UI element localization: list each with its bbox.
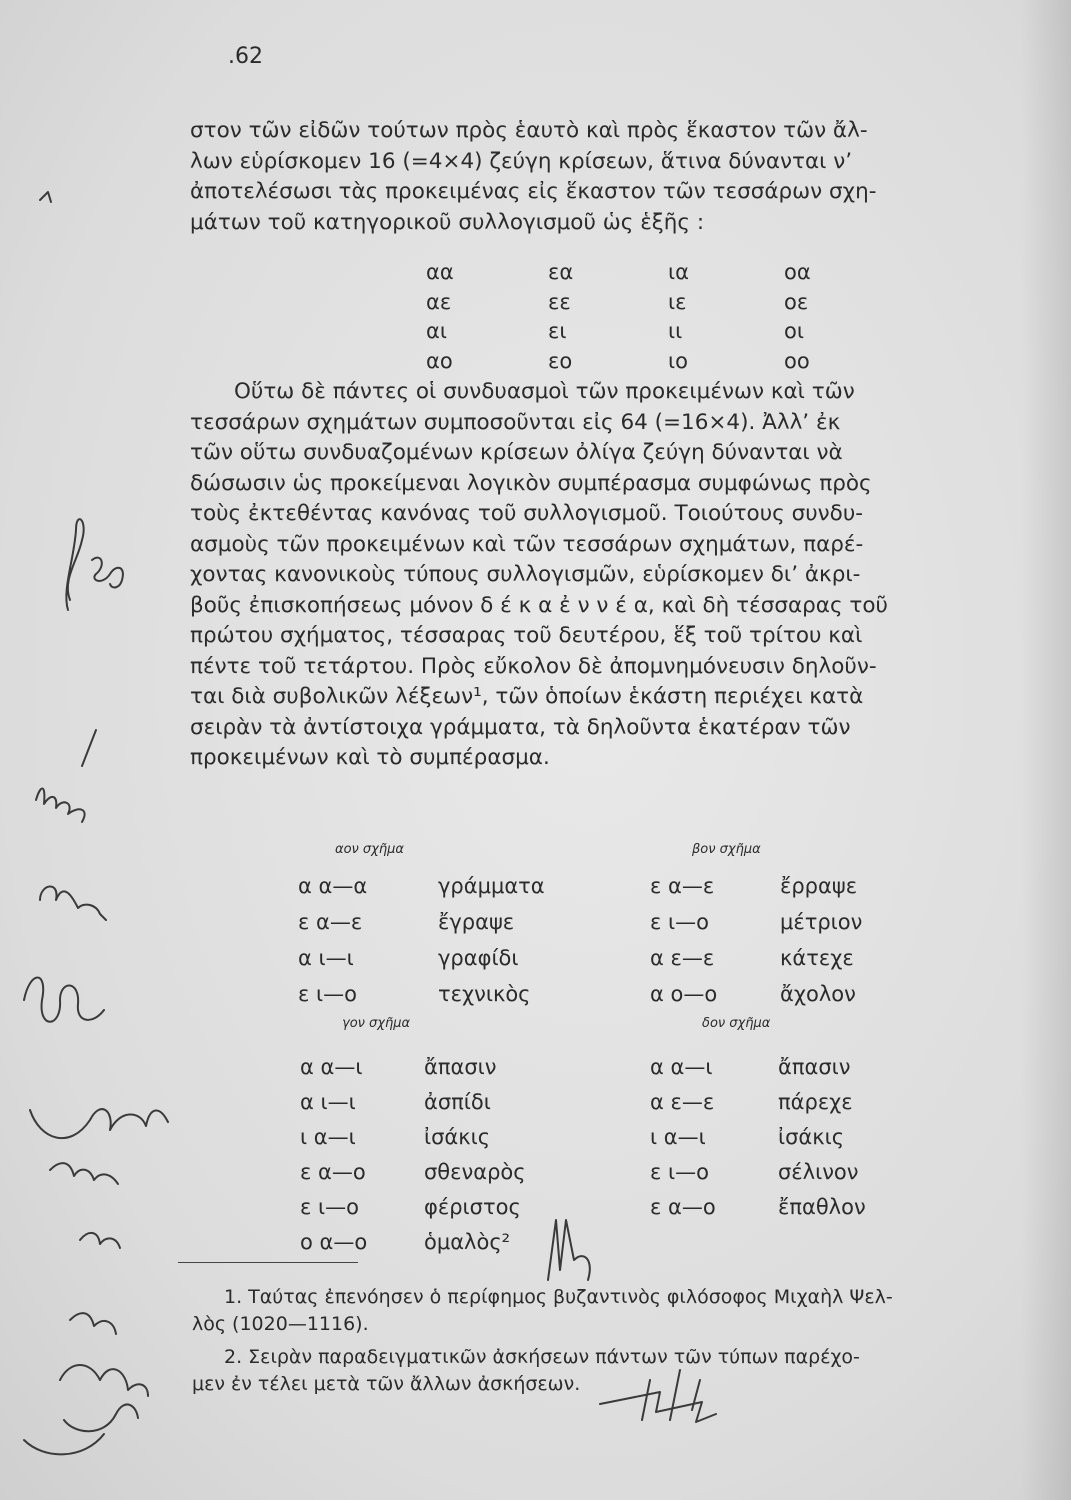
figure-4-word: σέλινον <box>778 1160 859 1184</box>
figure-4-seq: ι α—ι <box>650 1125 706 1149</box>
margin-scribble <box>66 519 83 610</box>
text-line: ἀποτελέσωσι τὰς προκειμένας εἰς ἕκαστον τῶν τεσσάρων σχη- <box>190 179 877 204</box>
figure-4-word: ἔπαθλον <box>778 1195 866 1219</box>
text-line: προκειμένων καὶ τὸ συμπέρασμα. <box>190 745 550 770</box>
text-line: πρώτου σχήματος, τέσσαρας τοῦ δευτέρου, ἕξ τοῦ τρίτου καὶ <box>190 623 863 648</box>
figure-2-seq: ε α—ε <box>650 874 715 898</box>
page-number: .62 <box>228 44 263 69</box>
figure-1-seq: α ι—ι <box>298 946 354 970</box>
figure-4-seq: ε α—ο <box>650 1195 716 1219</box>
footnote-1: 1. Ταύτας ἐπενόησεν ὁ περίφημος βυζαντινὸς φιλόσοφος Μιχαὴλ Ψελ- <box>224 1286 893 1308</box>
figure-1-word: ἔγραψε <box>438 910 515 934</box>
figure-2-seq: ε ι—ο <box>650 910 709 934</box>
figure-2-word: μέτριον <box>780 910 863 934</box>
figure-2-seq: α ε—ε <box>650 946 715 970</box>
figure-4-label: δον σχῆμα <box>702 1016 771 1031</box>
signature-mark <box>600 1392 716 1422</box>
figure-1-word: γραφίδι <box>438 946 519 970</box>
text-line: μάτων τοῦ κατηγορικοῦ συλλογισμοῦ ὡς ἑξῆς : <box>190 209 705 235</box>
figure-4-word: ἄπασιν <box>778 1055 851 1079</box>
margin-scribble <box>92 558 123 588</box>
margin-scribble <box>70 1313 116 1334</box>
figure-2-word: ἄχολον <box>780 982 856 1006</box>
margin-scribble <box>36 789 85 823</box>
text-line: σειρὰν τὰ ἀντίστοιχα γράμματα, τὰ δηλοῦντα ἑκατέραν τῶν <box>190 714 851 740</box>
text-line: τῶν οὕτω συνδυαζομένων κρίσεων ὀλίγα ζεύγη δύνανται νὰ <box>190 440 843 465</box>
vowel-pairs-col-1: αα αε αι αο <box>426 260 454 373</box>
vowel-pairs-col-2: εα εε ει εο <box>548 260 574 373</box>
margin-scribble <box>64 1404 138 1431</box>
figure-4-word: πάρεχε <box>778 1090 853 1114</box>
text-line: δώσωσιν ὡς προκείμεναι λογικὸν συμπέρασμα συμφώνως πρὸς <box>190 470 872 496</box>
signature-mark <box>548 1220 590 1280</box>
margin-scribble <box>24 978 104 1022</box>
figure-3-word: ἰσάκις <box>424 1125 491 1149</box>
margin-scribble <box>30 1109 168 1138</box>
figure-3-label: γον σχῆμα <box>342 1016 411 1031</box>
figure-2-word: κάτεχε <box>780 946 854 970</box>
text-line: χοντας κανονικοὺς τύπους συλλογισμῶν, εὑρίσκομεν δι’ ἀκρι- <box>190 562 861 587</box>
figure-1-word: τεχνικὸς <box>438 982 531 1006</box>
figure-4-seq: α α—ι <box>650 1055 713 1079</box>
figure-1-seq: ε α—ε <box>298 910 363 934</box>
text-line: βοῦς ἐπισκοπήσεως μόνον δ έ κ α ἐ ν ν έ α, καὶ δὴ τέσσαρας τοῦ <box>190 592 888 618</box>
text-line: Οὕτω δὲ πάντες οἱ συνδυασμοὶ τῶν προκειμένων καὶ τῶν <box>234 379 855 404</box>
figure-3-seq: ε α—ο <box>300 1160 366 1184</box>
figure-2-seq: α ο—ο <box>650 982 718 1006</box>
figure-4-seq: α ε—ε <box>650 1090 715 1114</box>
text-line: στον τῶν εἰδῶν τούτων πρὸς ἑαυτὸ καὶ πρὸς ἕκαστον τῶν ἄλ- <box>190 118 868 143</box>
signature-mark <box>642 1370 700 1420</box>
text-line: ασμοὺς τῶν προκειμένων καὶ τῶν τεσσάρων σχημάτων, παρέ- <box>190 531 864 557</box>
figure-3-seq: α α—ι <box>300 1055 363 1079</box>
figure-1-word: γράμματα <box>438 874 545 898</box>
figure-1-seq: ε ι—ο <box>298 982 357 1006</box>
figure-3-seq: ε ι—ο <box>300 1195 359 1219</box>
figure-4-seq: ε ι—ο <box>650 1160 709 1184</box>
margin-scribble <box>40 192 51 202</box>
text-line: τοὺς ἐκτεθέντας κανόνας τοῦ συλλογισμοῦ. Τοιούτους συνδυ- <box>190 501 864 526</box>
footnote-2-cont: μεν ἐν τέλει μετὰ τῶν ἄλλων ἀσκήσεων. <box>192 1373 581 1395</box>
margin-scribble <box>24 1434 104 1454</box>
figure-1-seq: α α—α <box>298 874 368 898</box>
figure-3-word: ἄπασιν <box>424 1055 497 1079</box>
figure-3-seq: α ι—ι <box>300 1090 356 1114</box>
figure-4-word: ἰσάκις <box>778 1125 845 1149</box>
figure-3-word: φέριστος <box>424 1195 521 1219</box>
figure-3-word: ὁμαλὸς² <box>424 1230 511 1254</box>
footnote-1-cont: λὸς (1020—1116). <box>192 1313 369 1335</box>
figure-3-seq: ο α—ο <box>300 1230 368 1254</box>
figure-3-word: σθεναρὸς <box>424 1160 526 1184</box>
text-line: τεσσάρων σχημάτων συμποσοῦνται εἰς 64 (=16×4). Ἀλλ’ ἐκ <box>190 409 841 435</box>
figure-2-label: βον σχῆμα <box>692 842 761 857</box>
text-line: ται διὰ συβολικῶν λέξεων¹, τῶν ὁποίων ἑκάστη περιέχει κατὰ <box>190 684 864 709</box>
margin-scribble <box>80 1233 120 1248</box>
margin-scribble <box>40 886 106 920</box>
vowel-pairs-col-4: οα οε οι οο <box>784 260 811 373</box>
margin-scribble <box>50 1163 118 1184</box>
figure-3-word: ἀσπίδι <box>424 1090 491 1114</box>
figure-3-seq: ι α—ι <box>300 1125 356 1149</box>
margin-scribble <box>60 1365 148 1396</box>
figure-1-label: αον σχῆμα <box>335 842 404 857</box>
text-line: λων εὑρίσκομεν 16 (=4×4) ζεύγη κρίσεων, ἅτινα δύνανται ν’ <box>190 148 853 174</box>
margin-scribble <box>82 730 96 766</box>
text-line: πέντε τοῦ τετάρτου. Πρὸς εὔκολον δὲ ἀπομνημόνευσιν δηλοῦν- <box>190 653 877 679</box>
figure-2-word: ἔρραψε <box>780 874 858 898</box>
vowel-pairs-col-3: ια ιε ιι ιο <box>668 260 689 373</box>
footnote-2: 2. Σειρὰν παραδειγματικῶν ἀσκήσεων πάντων τῶν τύπων παρέχο- <box>224 1346 860 1368</box>
